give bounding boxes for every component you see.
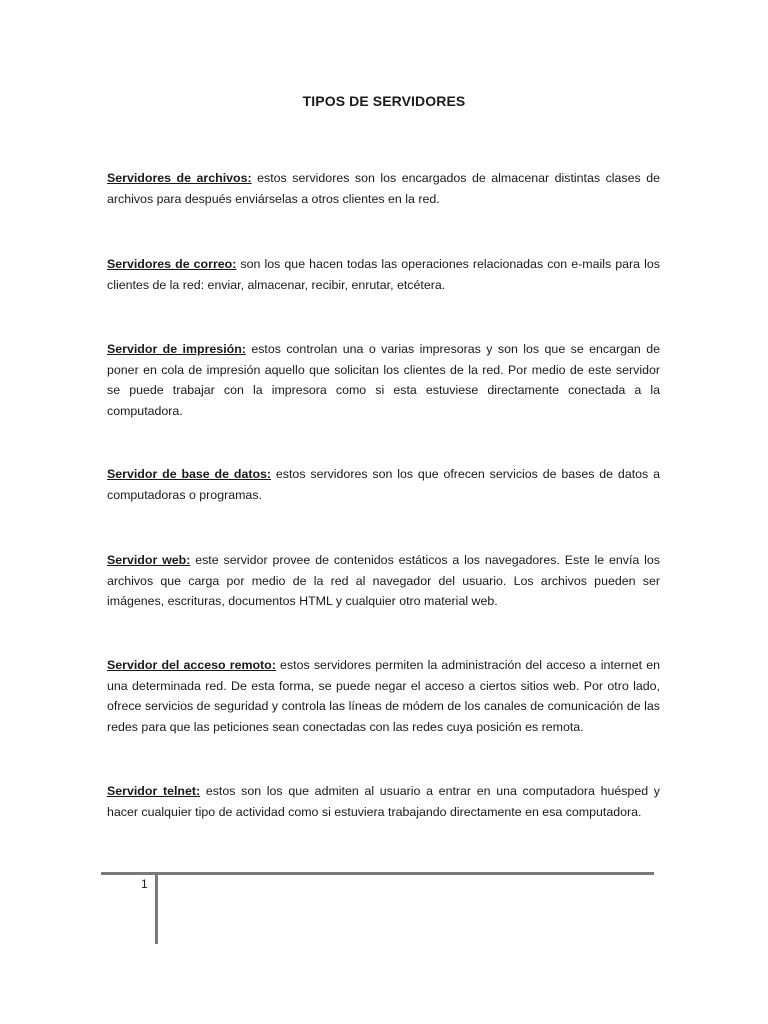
section-term: Servidor de base de datos: [107, 467, 272, 481]
section-term: Servidores de archivos: [107, 171, 252, 185]
section-text: estos servidores son los que ofrecen servicios de bases de datos a computadoras o programas. [107, 467, 660, 502]
section-servidor-telnet [107, 781, 660, 822]
section-servidor-de-impresion [107, 339, 660, 421]
section-term: Servidor del acceso remoto: [107, 658, 276, 672]
section-servidores-de-correo [107, 254, 660, 295]
footer-vertical-divider [155, 874, 158, 944]
footer-divider [101, 872, 654, 875]
section-text: estos controlan una o varias impresoras y son los que se encargan de poner en cola de impresión aquello que solicitan los clientes de la red. Por medio de este servidor se puede trabajar con la impresora como si esta estuviese directamente conectada a la computadora. [107, 342, 660, 418]
section-text: estos servidores permiten la administración del acceso a internet en una determinada red. De esta forma, se puede negar el acceso a ciertos sitios web. Por otro lado, ofrece servicios de seguridad y controla las líneas de módem de los canales de comunicación de las redes para que las peticiones sean conectadas con las redes cuya posición es remota. [107, 658, 660, 734]
section-text: son los que hacen todas las operaciones relacionadas con e-mails para los clientes de la red: enviar, almacenar, recibir, enrutar, etcétera. [107, 257, 660, 292]
section-term: Servidores de correo: [107, 257, 237, 271]
section-term: Servidor de impresión: [107, 342, 246, 356]
section-term: Servidor telnet: [107, 784, 201, 798]
section-text: este servidor provee de contenidos estáticos a los navegadores. Este le envía los archivos que carga por medio de la red al navegador del usuario. Los archivos pueden ser imágenes, escrituras, documentos HTML y cualquier otro material web. [107, 553, 660, 608]
section-servidor-de-base-de-datos [107, 464, 660, 505]
page-number: 1 [141, 877, 148, 891]
section-servidor-web [107, 550, 660, 612]
section-servidores-de-archivos [107, 168, 660, 209]
document-title: TIPOS DE SERVIDORES [302, 93, 466, 109]
section-term: Servidor web: [107, 553, 191, 567]
section-text: estos servidores son los encargados de almacenar distintas clases de archivos para después enviárselas a otros clientes en la red. [107, 171, 660, 206]
section-servidor-del-acceso-remoto [107, 655, 660, 737]
section-text: estos son los que admiten al usuario a entrar en una computadora huésped y hacer cualquier tipo de actividad como si estuviera trabajando directamente en esa computadora. [107, 784, 660, 819]
